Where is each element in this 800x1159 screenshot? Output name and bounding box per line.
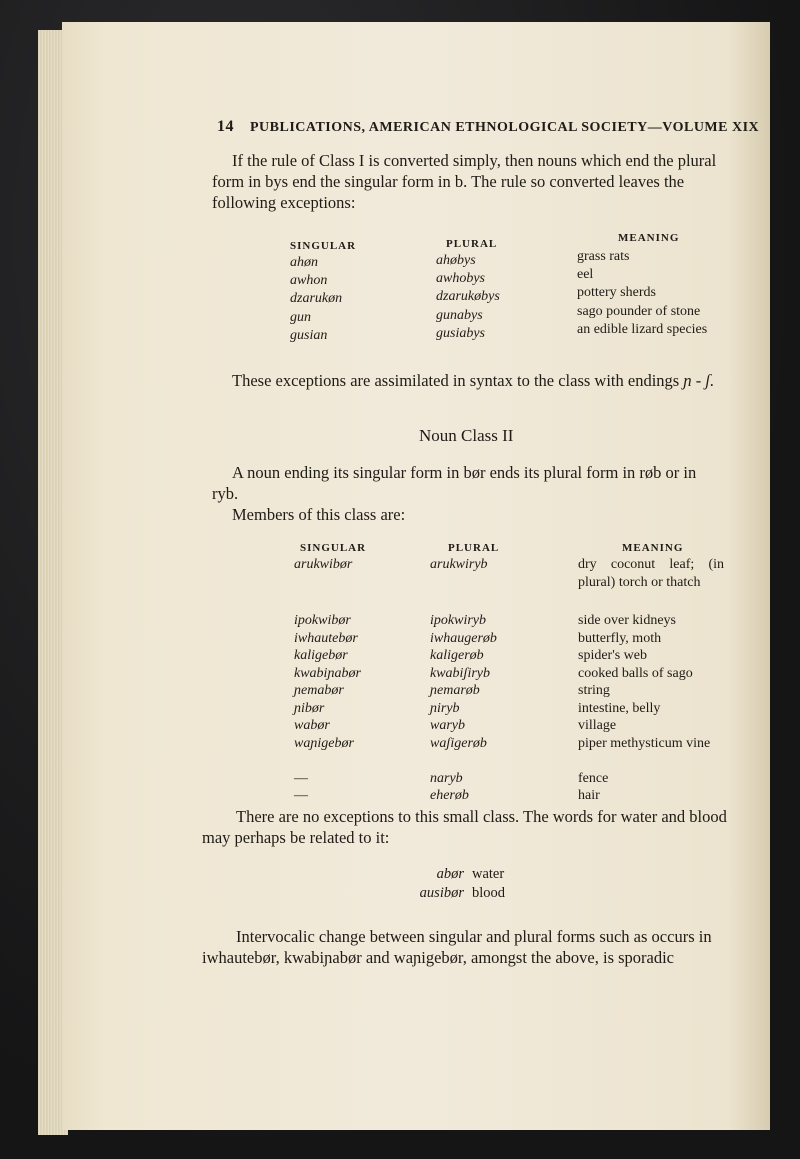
section-title: Noun Class II [419, 426, 514, 445]
table2-header-singular: SINGULAR [300, 542, 367, 554]
table-row: kwabiɲabør kwabiʃiryb cooked balls of sago [294, 665, 693, 681]
table1-header-plural: PLURAL [446, 238, 498, 250]
table1-singular-column [290, 254, 342, 345]
table1-meaning-cell: eel [577, 267, 594, 283]
table1-meaning-cell: sago pounder of stone [577, 303, 701, 319]
table1-meaning-cell: grass rats [577, 249, 630, 264]
list-item: ausibør blood [419, 885, 506, 901]
closing-paragraph: Intervocalic change between singular and plural forms such as occurs in iwhautebør, kwabiɲabør and waɲigebør, amongst the above, is sporadic [202, 927, 712, 967]
members-intro: Members of this class are: [232, 505, 406, 524]
water-blood-table [404, 865, 505, 903]
table-row: — naryb fence [294, 770, 609, 786]
table-row: ɲemabør ɲemarøb string [294, 683, 610, 698]
book-page [62, 22, 770, 1130]
table2-header-plural: PLURAL [448, 542, 500, 554]
table1-header-singular: SINGULAR [290, 240, 357, 252]
table-row: kaligebør kaligerøb spider's web [294, 648, 648, 663]
table1-header-meaning: MEANING [618, 232, 680, 244]
table-row: iwhautebør iwhaugerøb butterfly, moth [294, 630, 662, 646]
table-row: — eherøb hair [294, 788, 600, 803]
table1-plural-column [436, 252, 500, 343]
table1-singular-cell: ahøn [290, 255, 318, 270]
class2-rule: A noun ending its singular form in bør ends its plural form in røb or in ryb. [212, 463, 697, 503]
table2-header-meaning: MEANING [622, 542, 684, 554]
table1-plural-cell: gusiabys [436, 325, 485, 341]
table1-meaning-cell: an edible lizard species [577, 321, 708, 337]
table-row: ipokwibør ipokwiryb side over kidneys [294, 613, 676, 628]
exceptions-note: These exceptions are assimilated in syntax to the class with endings ɲ - ʃ. [232, 371, 715, 390]
list-item: abør water [436, 866, 505, 882]
table1-singular-cell: gun [290, 309, 311, 325]
table-row: waɲigebør waʃigerøb piper methysticum vine [294, 735, 711, 751]
table1-singular-cell: gusian [290, 327, 328, 343]
table-row: arukwibør arukwiryb dry coconut leaf; (in plural) torch or thatch [294, 557, 724, 590]
table1-singular-cell: awhon [290, 273, 328, 289]
table1-plural-cell: awhobys [436, 271, 485, 287]
endings-symbols: ɲ - ʃ. [683, 371, 715, 390]
no-exceptions-paragraph: There are no exceptions to this small class. The words for water and blood may perhaps be related to it: [202, 807, 727, 847]
table2 [294, 556, 734, 805]
page-number: 14 [217, 118, 234, 135]
running-header [217, 118, 767, 136]
table-row: ɲibør ɲiryb intestine, belly [294, 700, 661, 716]
table1-meaning-column [577, 248, 707, 339]
table1-singular-cell: dzarukøn [290, 291, 343, 307]
header-title: PUBLICATIONS, AMERICAN ETHNOLOGICAL SOCIETY—VOLUME XIX [250, 120, 760, 135]
table1-plural-cell: gunabys [436, 307, 483, 323]
table1-plural-cell: ahøbys [436, 253, 476, 268]
table1-meaning-cell: pottery sherds [577, 285, 656, 301]
table-row: wabør waryb village [294, 718, 617, 733]
table1-plural-cell: dzarukøbys [436, 289, 500, 305]
intro-paragraph: If the rule of Class I is converted simply, then nouns which end the plural form in bys end the singular form in b. The rule so converted leaves the following exceptions: [212, 151, 717, 212]
